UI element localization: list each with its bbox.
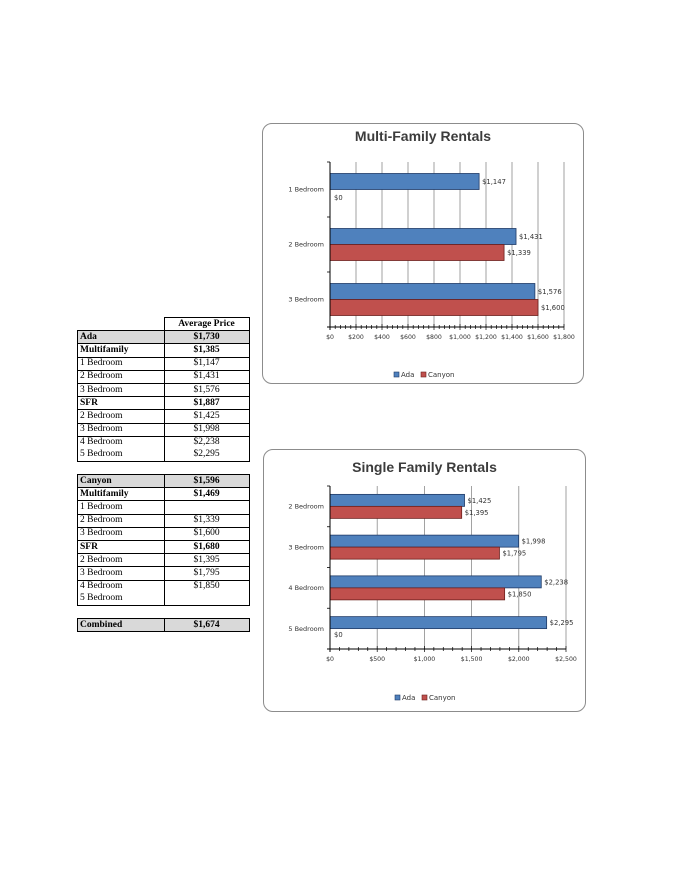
x-tick-label: $1,400 [501,334,523,341]
data-label-ada: $1,425 [467,496,492,505]
row-value: $1,850 [164,580,249,593]
row-label: SFR [78,397,165,410]
table-row-group [78,541,250,554]
row-label: Canyon [78,475,165,488]
row-label: 4 Bedroom [78,436,165,449]
data-label-canyon: $1,600 [541,303,565,312]
category-label: 2 Bedroom [288,240,324,249]
x-tick-label: $0 [326,656,334,663]
table-row-spacer [78,605,250,618]
bar-ada [330,576,541,588]
table-row-last [78,449,250,462]
row-value [164,501,249,514]
table-row-group [78,344,250,357]
row-value: $1,680 [164,541,249,554]
bar-canyon [330,588,505,600]
bar-canyon [330,547,499,559]
x-tick-label: $400 [374,334,390,341]
x-tick-label: $1,200 [475,334,497,341]
table-row-row [78,436,250,449]
category-label: 3 Bedroom [288,543,324,552]
legend-label-ada: Ada [402,694,416,702]
x-tick-label: $0 [326,334,334,341]
table-row-row [78,501,250,514]
bar-ada [330,229,516,245]
row-value [164,593,249,606]
data-label-canyon: $1,395 [464,508,489,517]
category-label: 4 Bedroom [288,584,324,593]
row-value: $1,576 [164,383,249,396]
row-value: $1,674 [164,618,249,631]
x-tick-label: $1,500 [460,656,483,663]
row-value: $2,238 [164,436,249,449]
data-label-ada: $2,238 [544,578,569,587]
row-value: $1,998 [164,423,249,436]
row-label: 2 Bedroom [78,514,165,527]
row-label: 2 Bedroom [78,554,165,567]
x-tick-label: $1,600 [527,334,549,341]
data-label-ada: $1,998 [521,537,546,546]
data-label-canyon: $1,795 [502,549,527,558]
legend-label-canyon: Canyon [429,694,456,702]
data-label-canyon: $0 [334,631,343,640]
legend-label-canyon: Canyon [428,371,455,379]
table-header-blank [78,318,165,331]
row-value: $1,887 [164,397,249,410]
row-value: $1,730 [164,331,249,344]
table-row-last [78,593,250,606]
bar-canyon [330,245,504,261]
row-label: 1 Bedroom [78,357,165,370]
legend-swatch-ada [394,372,399,377]
table-row-row [78,554,250,567]
row-label: 3 Bedroom [78,383,165,396]
bar-ada [330,174,479,190]
category-label: 2 Bedroom [288,502,324,511]
table-row-row [78,514,250,527]
legend-swatch-ada [395,695,400,700]
x-tick-label: $1,000 [413,656,436,663]
table-row-group [78,488,250,501]
x-tick-label: $2,500 [555,656,577,663]
table-row-row [78,370,250,383]
row-value [164,605,249,618]
x-tick-label: $600 [400,334,416,341]
legend-swatch-canyon [421,372,426,377]
data-label-ada: $1,431 [519,232,543,241]
row-label [78,462,165,475]
row-value: $1,795 [164,567,249,580]
bar-ada [330,494,465,506]
table-row-spacer [78,462,250,475]
row-label: 2 Bedroom [78,410,165,423]
row-value: $1,147 [164,357,249,370]
row-value: $2,295 [164,449,249,462]
table-row-group [78,397,250,410]
data-label-canyon: $1,850 [507,590,532,599]
category-label: 3 Bedroom [288,295,324,304]
row-label: Multifamily [78,344,165,357]
x-tick-label: $1,800 [553,334,575,341]
row-value: $1,425 [164,410,249,423]
table-row-row [78,423,250,436]
legend-swatch-canyon [422,695,427,700]
multi-family-chart-svg [263,124,583,383]
bar-ada [330,535,519,547]
row-value: $1,339 [164,514,249,527]
table-row-region [78,331,250,344]
multi-family-rentals-chart [262,123,584,384]
average-price-table [77,317,250,632]
bar-canyon [330,300,538,316]
category-label: 1 Bedroom [288,185,324,194]
row-label: 1 Bedroom [78,501,165,514]
chart-legend [394,371,454,379]
row-value: $1,600 [164,527,249,540]
row-label: Combined [78,618,165,631]
row-label: 3 Bedroom [78,567,165,580]
data-label-canyon: $1,339 [507,248,531,257]
table-row-row [78,580,250,593]
row-label: Multifamily [78,488,165,501]
row-value: $1,431 [164,370,249,383]
row-value: $1,469 [164,488,249,501]
category-label: 5 Bedroom [288,624,324,633]
legend-label-ada: Ada [401,371,415,379]
single-family-chart-svg [264,450,585,711]
row-label: Ada [78,331,165,344]
table-header-row [78,318,250,331]
bar-ada [330,617,547,629]
table-row-row [78,357,250,370]
table-row-row [78,383,250,396]
table-header-average-price: Average Price [164,318,249,331]
table-row-row [78,410,250,423]
x-tick-label: $1,000 [449,334,471,341]
row-label: 5 Bedroom [78,449,165,462]
chart-legend [395,694,455,702]
row-label: 3 Bedroom [78,423,165,436]
row-value: $1,395 [164,554,249,567]
row-label: 2 Bedroom [78,370,165,383]
table-row-region [78,475,250,488]
row-label: 5 Bedroom [78,593,165,606]
row-label: SFR [78,541,165,554]
table-row-row [78,567,250,580]
bar-ada [330,284,535,300]
data-label-ada: $2,295 [549,619,574,628]
row-value: $1,385 [164,344,249,357]
row-label: 3 Bedroom [78,527,165,540]
data-label-ada: $1,147 [482,177,506,186]
chart-title: Single Family Rentals [352,459,497,475]
chart-title: Multi-Family Rentals [354,128,492,144]
data-label-canyon: $0 [334,193,343,202]
row-value: $1,596 [164,475,249,488]
single-family-rentals-chart [263,449,586,712]
table-row-combined [78,618,250,631]
x-tick-label: $200 [348,334,364,341]
row-value [164,462,249,475]
row-label [78,605,165,618]
table-row-row [78,527,250,540]
row-label: 4 Bedroom [78,580,165,593]
x-tick-label: $2,000 [507,656,530,663]
x-tick-label: $800 [426,334,442,341]
bar-canyon [330,506,462,518]
x-tick-label: $500 [369,656,386,663]
data-label-ada: $1,576 [537,287,562,296]
